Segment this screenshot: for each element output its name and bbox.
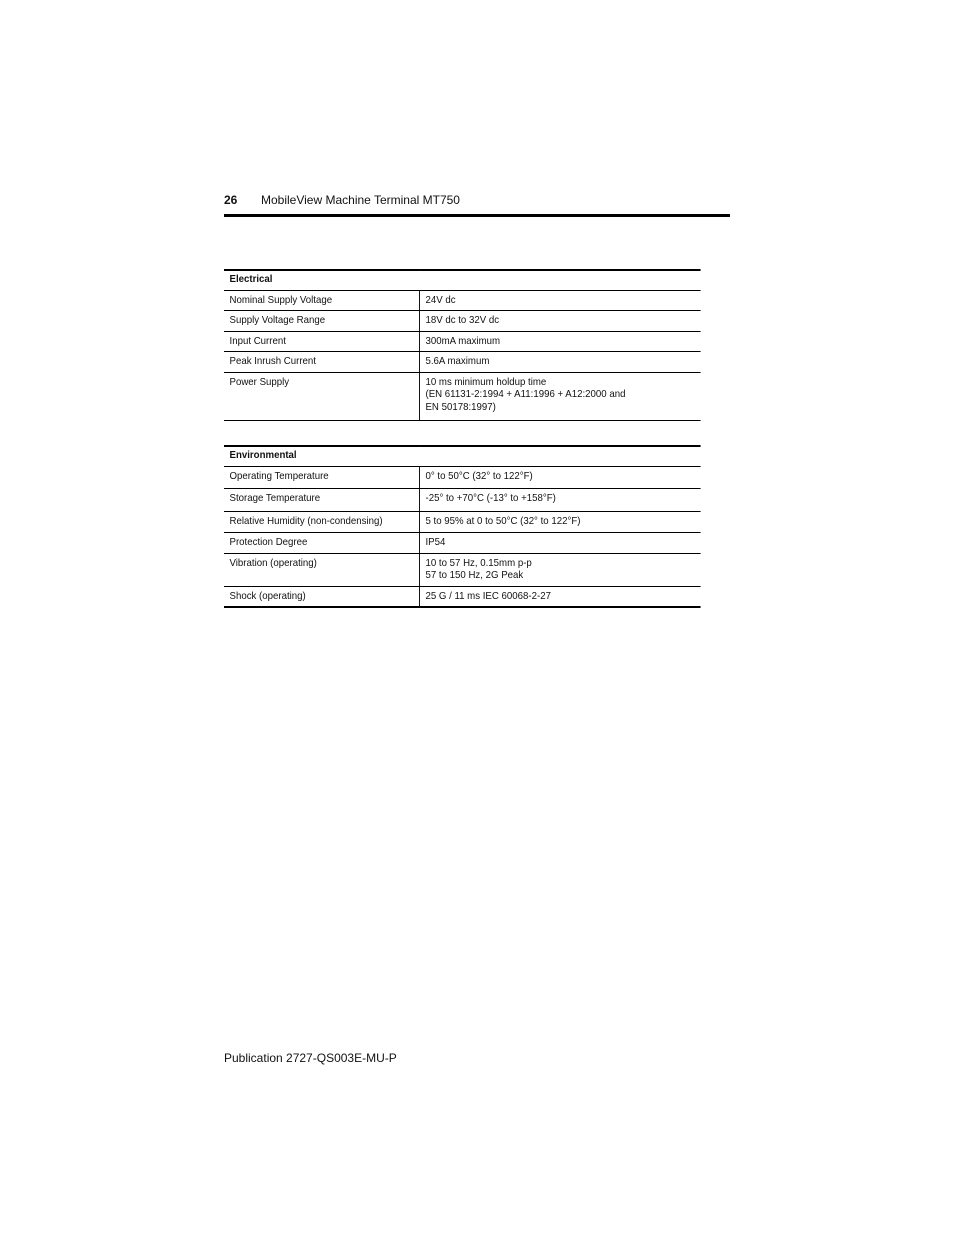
spec-label: Operating Temperature (224, 466, 420, 489)
spec-value: 0° to 50°C (32° to 122°F) (420, 466, 701, 489)
spec-value: 18V dc to 32V dc (420, 311, 701, 332)
table-row (224, 553, 701, 586)
spec-label: Supply Voltage Range (224, 311, 420, 332)
table-row (224, 352, 701, 373)
table-heading-environmental: Environmental (224, 446, 701, 466)
environmental-spec-table (224, 445, 701, 608)
publication-footer: Publication 2727-QS003E-MU-P (224, 1051, 397, 1065)
spec-value: -25° to +70°C (-13° to +158°F) (420, 489, 701, 512)
spec-value: 25 G / 11 ms IEC 60068-2-27 (420, 586, 701, 607)
spec-value: 300mA maximum (420, 331, 701, 352)
table-row (224, 290, 701, 311)
spec-label: Storage Temperature (224, 489, 420, 512)
document-title: MobileView Machine Terminal MT750 (261, 193, 460, 207)
table-row (224, 511, 701, 533)
page-header (224, 192, 730, 208)
spec-label: Power Supply (224, 372, 420, 421)
spec-label: Vibration (operating) (224, 553, 420, 586)
header-rule (224, 214, 730, 217)
table-row (224, 489, 701, 512)
spec-value: IP54 (420, 533, 701, 554)
spec-value: 10 to 57 Hz, 0.15mm p-p 57 to 150 Hz, 2G Peak (420, 553, 701, 586)
spec-value: 5 to 95% at 0 to 50°C (32° to 122°F) (420, 511, 701, 533)
spec-label: Input Current (224, 331, 420, 352)
table-row (224, 533, 701, 554)
spec-label: Peak Inrush Current (224, 352, 420, 373)
spec-value: 5.6A maximum (420, 352, 701, 373)
spec-label: Nominal Supply Voltage (224, 290, 420, 311)
table-row (224, 311, 701, 332)
table-row (224, 586, 701, 607)
table-row (224, 331, 701, 352)
table-row (224, 466, 701, 489)
spec-label: Protection Degree (224, 533, 420, 554)
spec-label: Relative Humidity (non-condensing) (224, 511, 420, 533)
spec-value: 24V dc (420, 290, 701, 311)
spec-label: Shock (operating) (224, 586, 420, 607)
page-number: 26 (224, 193, 238, 207)
spec-value: 10 ms minimum holdup time (EN 61131-2:1994 + A11:1996 + A12:2000 and EN 50178:1997) (420, 372, 701, 421)
electrical-spec-table (224, 269, 701, 421)
table-heading-electrical: Electrical (224, 270, 701, 290)
table-row (224, 372, 701, 421)
